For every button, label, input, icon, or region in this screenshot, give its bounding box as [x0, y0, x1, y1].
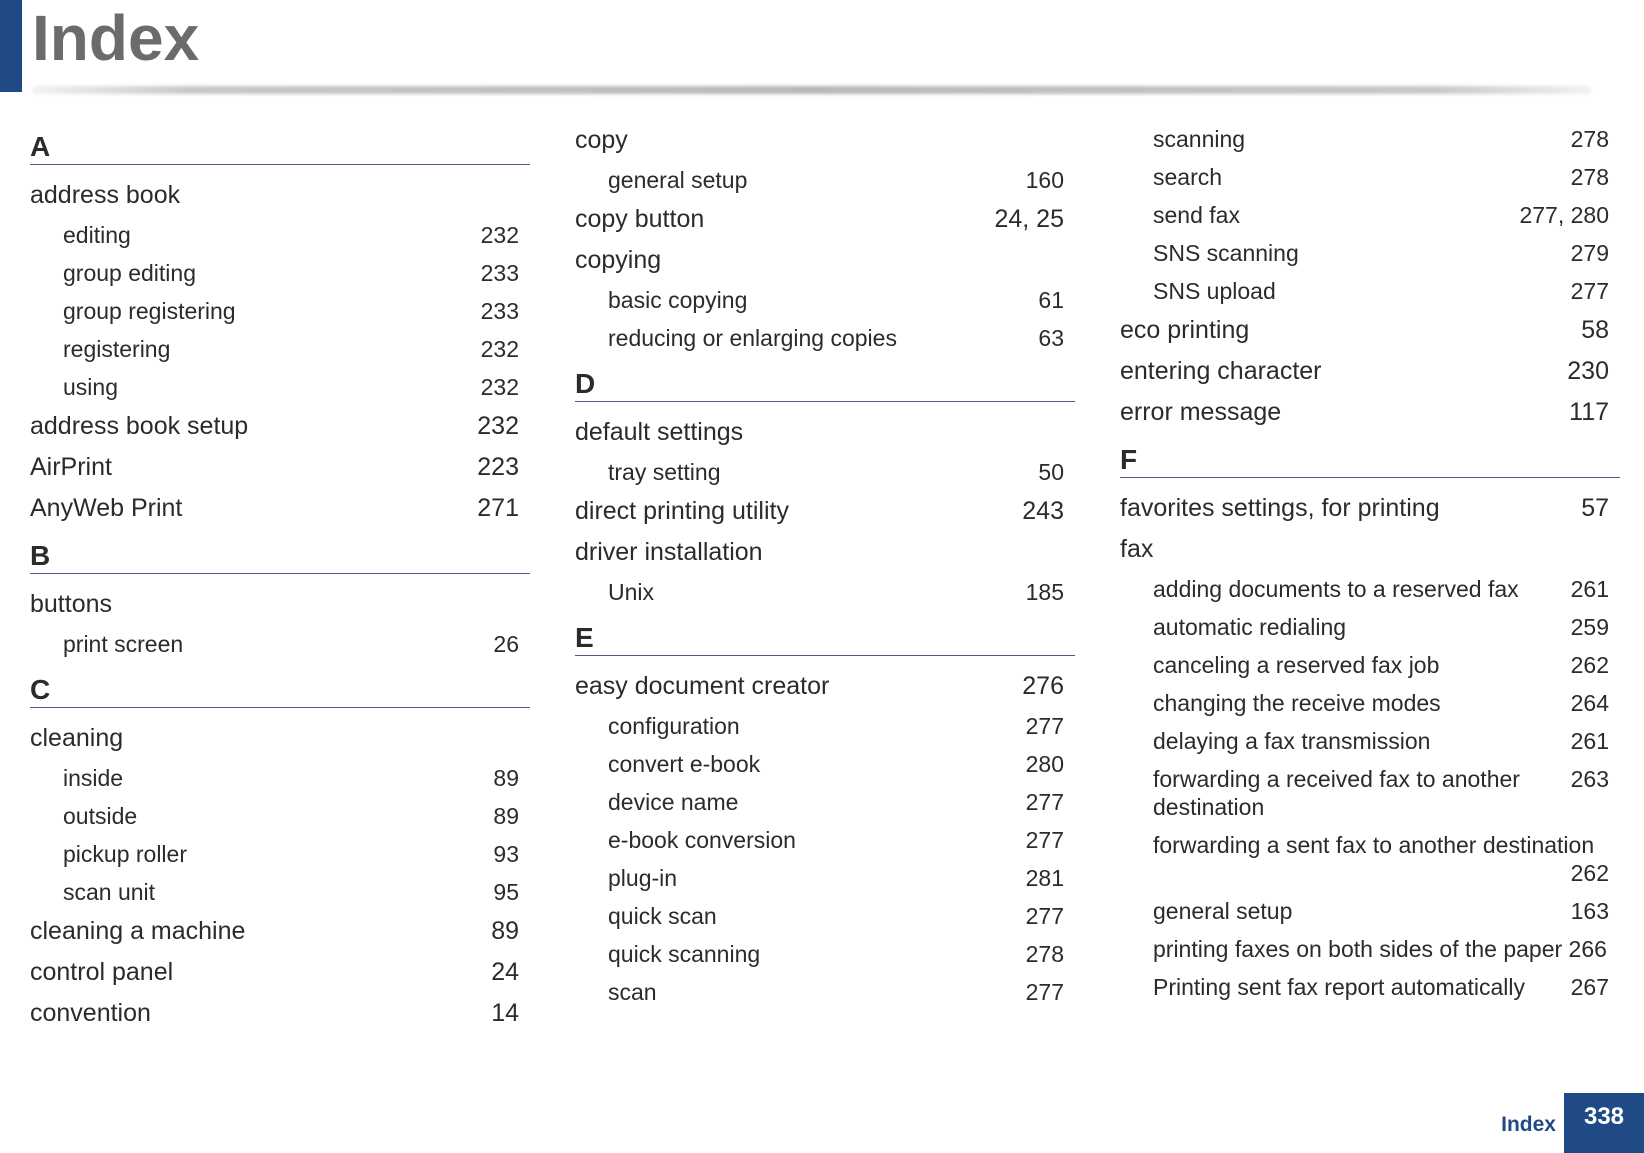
- index-term: group editing: [63, 260, 196, 286]
- index-subentry: [1120, 646, 1620, 684]
- index-subentry: [30, 797, 530, 835]
- index-subentry: [1120, 120, 1620, 158]
- index-page-ref[interactable]: 262: [1570, 652, 1609, 678]
- index-subentry: [30, 625, 530, 663]
- index-subentry: [1120, 968, 1620, 1006]
- index-subentry: [575, 281, 1075, 319]
- index-page-ref[interactable]: 57: [1581, 494, 1609, 522]
- index-page-ref[interactable]: 278: [1570, 164, 1609, 190]
- footer-section-label: Index: [1501, 1113, 1556, 1136]
- index-term: buttons: [30, 590, 113, 618]
- index-page-ref[interactable]: 280: [1025, 751, 1064, 777]
- index-entry: [1120, 529, 1620, 570]
- index-page-ref[interactable]: 24, 25: [994, 205, 1064, 233]
- index-term: adding documents to a reserved fax: [1153, 576, 1519, 602]
- index-term: driver installation: [575, 538, 763, 566]
- index-entry: [30, 718, 530, 759]
- header-accent-bar: [0, 0, 22, 92]
- index-term: general setup: [608, 167, 748, 193]
- index-term: reducing or enlarging copies: [608, 325, 897, 351]
- index-term: quick scanning: [608, 941, 761, 967]
- index-entry: [1120, 392, 1620, 433]
- index-entry: [30, 406, 530, 447]
- index-page-ref[interactable]: 278: [1025, 941, 1064, 967]
- page-title: Index: [32, 2, 200, 74]
- index-term: cleaning: [30, 724, 124, 752]
- index-term: basic copying: [608, 287, 748, 313]
- index-entry: [30, 952, 530, 993]
- index-entry: [30, 911, 530, 952]
- index-subentry: [1120, 272, 1620, 310]
- index-term: copy: [575, 126, 628, 154]
- index-page-ref[interactable]: 277: [1025, 903, 1064, 929]
- index-term: group registering: [63, 298, 236, 324]
- section-letter-c: C: [30, 663, 530, 708]
- index-page-ref[interactable]: 89: [493, 765, 519, 791]
- index-term: device name: [608, 789, 739, 815]
- index-term: print screen: [63, 631, 184, 657]
- index-term: scanning: [1153, 126, 1246, 152]
- index-subentry: [1120, 826, 1620, 892]
- index-page-ref[interactable]: 279: [1570, 240, 1609, 266]
- index-term: SNS upload: [1153, 278, 1276, 304]
- index-page-ref[interactable]: 259: [1570, 614, 1609, 640]
- index-page-ref[interactable]: 267: [1570, 974, 1609, 1000]
- index-page-ref[interactable]: 243: [1022, 497, 1064, 525]
- index-term: copying: [575, 246, 662, 274]
- index-subentry: [30, 835, 530, 873]
- index-subentry: [30, 368, 530, 406]
- section-letter-e: E: [575, 611, 1075, 656]
- index-entry: [575, 199, 1075, 240]
- index-subentry: [575, 745, 1075, 783]
- index-term: canceling a reserved fax job: [1153, 652, 1440, 678]
- index-page-ref[interactable]: 232: [477, 412, 519, 440]
- index-term: SNS scanning: [1153, 240, 1299, 266]
- index-term: forwarding a sent fax to another destination: [1153, 832, 1595, 858]
- index-entry: [1120, 351, 1620, 392]
- index-subentry: [30, 873, 530, 911]
- page-number-badge: 338: [1564, 1093, 1644, 1153]
- index-entry: [575, 120, 1075, 161]
- index-subentry: [1120, 892, 1620, 930]
- index-page-ref[interactable]: 277: [1025, 827, 1064, 853]
- index-page-ref[interactable]: 58: [1581, 316, 1609, 344]
- index-subentry: [1120, 570, 1620, 608]
- index-page-ref[interactable]: 233: [480, 260, 519, 286]
- index-page-ref[interactable]: 232: [480, 374, 519, 400]
- index-term: direct printing utility: [575, 497, 789, 525]
- index-subentry: [30, 216, 530, 254]
- index-page-ref[interactable]: 277, 280: [1519, 202, 1609, 228]
- index-term: quick scan: [608, 903, 717, 929]
- index-subentry: [1120, 930, 1620, 968]
- index-subentry: [30, 330, 530, 368]
- index-term: control panel: [30, 958, 174, 986]
- index-entry: [575, 532, 1075, 573]
- index-subentry: [575, 161, 1075, 199]
- index-page-ref[interactable]: 233: [480, 298, 519, 324]
- index-subentry: [30, 254, 530, 292]
- index-entry: [30, 175, 530, 216]
- index-page-ref[interactable]: 89: [491, 917, 519, 945]
- index-page-ref[interactable]: 185: [1025, 579, 1064, 605]
- index-term: delaying a fax transmission: [1153, 728, 1431, 754]
- index-term: Unix: [608, 579, 655, 605]
- index-page-ref[interactable]: 277: [1025, 979, 1064, 1005]
- index-subentry: [1120, 608, 1620, 646]
- index-term: Printing sent fax report automatically: [1153, 974, 1526, 1000]
- index-subentry: [575, 821, 1075, 859]
- index-page-ref[interactable]: 50: [1038, 459, 1064, 485]
- index-subentry: [1120, 760, 1620, 826]
- index-term: configuration: [608, 713, 740, 739]
- index-column-2: [575, 120, 1075, 1011]
- index-column-1: [30, 120, 530, 1034]
- index-term: scan: [608, 979, 657, 1005]
- index-entry: [575, 666, 1075, 707]
- index-subentry: [1120, 158, 1620, 196]
- index-subentry: [575, 935, 1075, 973]
- index-term: e-book conversion: [608, 827, 796, 853]
- index-term: search: [1153, 164, 1223, 190]
- index-subentry: [575, 859, 1075, 897]
- index-term: cleaning a machine: [30, 917, 246, 945]
- section-letter-a: A: [30, 120, 530, 165]
- index-term: pickup roller: [63, 841, 187, 867]
- index-term: AirPrint: [30, 453, 112, 481]
- index-subentry: [575, 573, 1075, 611]
- index-page-ref[interactable]: 89: [493, 803, 519, 829]
- index-page-ref[interactable]: 278: [1570, 126, 1609, 152]
- index-entry: [575, 491, 1075, 532]
- index-page-ref[interactable]: 261: [1570, 576, 1609, 602]
- index-term: outside: [63, 803, 138, 829]
- index-term: tray setting: [608, 459, 721, 485]
- index-subentry: [30, 292, 530, 330]
- index-column-3: [1120, 120, 1620, 1006]
- index-term: registering: [63, 336, 171, 362]
- index-page-ref[interactable]: 232: [480, 222, 519, 248]
- index-term: copy button: [575, 205, 705, 233]
- index-subentry: [575, 973, 1075, 1011]
- index-page-ref[interactable]: 277: [1025, 789, 1064, 815]
- index-page-ref[interactable]: 276: [1022, 672, 1064, 700]
- index-term: fax: [1120, 535, 1154, 563]
- index-term: scan unit: [63, 879, 156, 905]
- index-page-ref[interactable]: 14: [491, 999, 519, 1027]
- index-page-ref[interactable]: 277: [1025, 713, 1064, 739]
- index-entry: [30, 993, 530, 1034]
- index-term: general setup: [1153, 898, 1293, 924]
- index-term: eco printing: [1120, 316, 1250, 344]
- index-page-ref[interactable]: 160: [1025, 167, 1064, 193]
- index-page-ref[interactable]: 163: [1570, 898, 1609, 924]
- index-entry: [575, 240, 1075, 281]
- index-page-ref[interactable]: 271: [477, 494, 519, 522]
- index-page-ref[interactable]: 262: [1570, 860, 1609, 886]
- index-term: address book: [30, 181, 181, 209]
- index-entry: [30, 488, 530, 529]
- section-letter-b: B: [30, 529, 530, 574]
- index-page-ref[interactable]: 63: [1038, 325, 1064, 351]
- index-entry: [30, 447, 530, 488]
- index-term: using: [63, 374, 118, 400]
- page-header: [0, 0, 1644, 100]
- index-subentry: [1120, 196, 1620, 234]
- index-term: convention: [30, 999, 151, 1027]
- index-subentry: [30, 759, 530, 797]
- index-page-ref[interactable]: 24: [491, 958, 519, 986]
- index-page-ref[interactable]: 277: [1570, 278, 1609, 304]
- index-term: error message: [1120, 398, 1282, 426]
- index-page-ref[interactable]: 95: [493, 879, 519, 905]
- index-term: send fax: [1153, 202, 1240, 228]
- index-entry: [575, 412, 1075, 453]
- index-subentry: [575, 783, 1075, 821]
- index-page-ref[interactable]: 230: [1567, 357, 1609, 385]
- index-page-ref[interactable]: 263: [1570, 766, 1609, 792]
- index-subentry: [575, 319, 1075, 357]
- index-page-ref[interactable]: 264: [1570, 690, 1609, 716]
- index-term: printing faxes on both sides of the paper 266: [1153, 936, 1607, 962]
- page-footer: [1384, 1093, 1644, 1153]
- header-divider: [32, 86, 1592, 94]
- index-entry: [1120, 488, 1620, 529]
- index-term: editing: [63, 222, 131, 248]
- index-entry: [1120, 310, 1620, 351]
- index-term: favorites settings, for printing: [1120, 494, 1440, 522]
- index-subentry: [1120, 234, 1620, 272]
- index-subentry: [575, 453, 1075, 491]
- index-subentry: [1120, 722, 1620, 760]
- index-term: convert e-book: [608, 751, 761, 777]
- index-term: address book setup: [30, 412, 249, 440]
- index-term: easy document creator: [575, 672, 830, 700]
- section-letter-d: D: [575, 357, 1075, 402]
- index-term: default settings: [575, 418, 744, 446]
- index-page-ref[interactable]: 93: [493, 841, 519, 867]
- index-page-ref[interactable]: 223: [477, 453, 519, 481]
- index-term: plug-in: [608, 865, 678, 891]
- index-page-ref[interactable]: 26: [493, 631, 519, 657]
- index-subentry: [1120, 684, 1620, 722]
- index-subentry: [575, 707, 1075, 745]
- index-term: automatic redialing: [1153, 614, 1347, 640]
- index-page-ref[interactable]: 117: [1569, 398, 1609, 426]
- index-page-ref[interactable]: 261: [1570, 728, 1609, 754]
- index-term: AnyWeb Print: [30, 494, 183, 522]
- index-term: inside: [63, 765, 124, 791]
- index-page-ref[interactable]: 281: [1025, 865, 1064, 891]
- index-term: changing the receive modes: [1153, 690, 1441, 716]
- index-subentry: [575, 897, 1075, 935]
- index-page-ref[interactable]: 232: [480, 336, 519, 362]
- index-page-ref[interactable]: 61: [1038, 287, 1064, 313]
- index-entry: [30, 584, 530, 625]
- index-term: forwarding a received fax to another destination: [1153, 766, 1520, 820]
- index-term: entering character: [1120, 357, 1322, 385]
- section-letter-f: F: [1120, 433, 1620, 478]
